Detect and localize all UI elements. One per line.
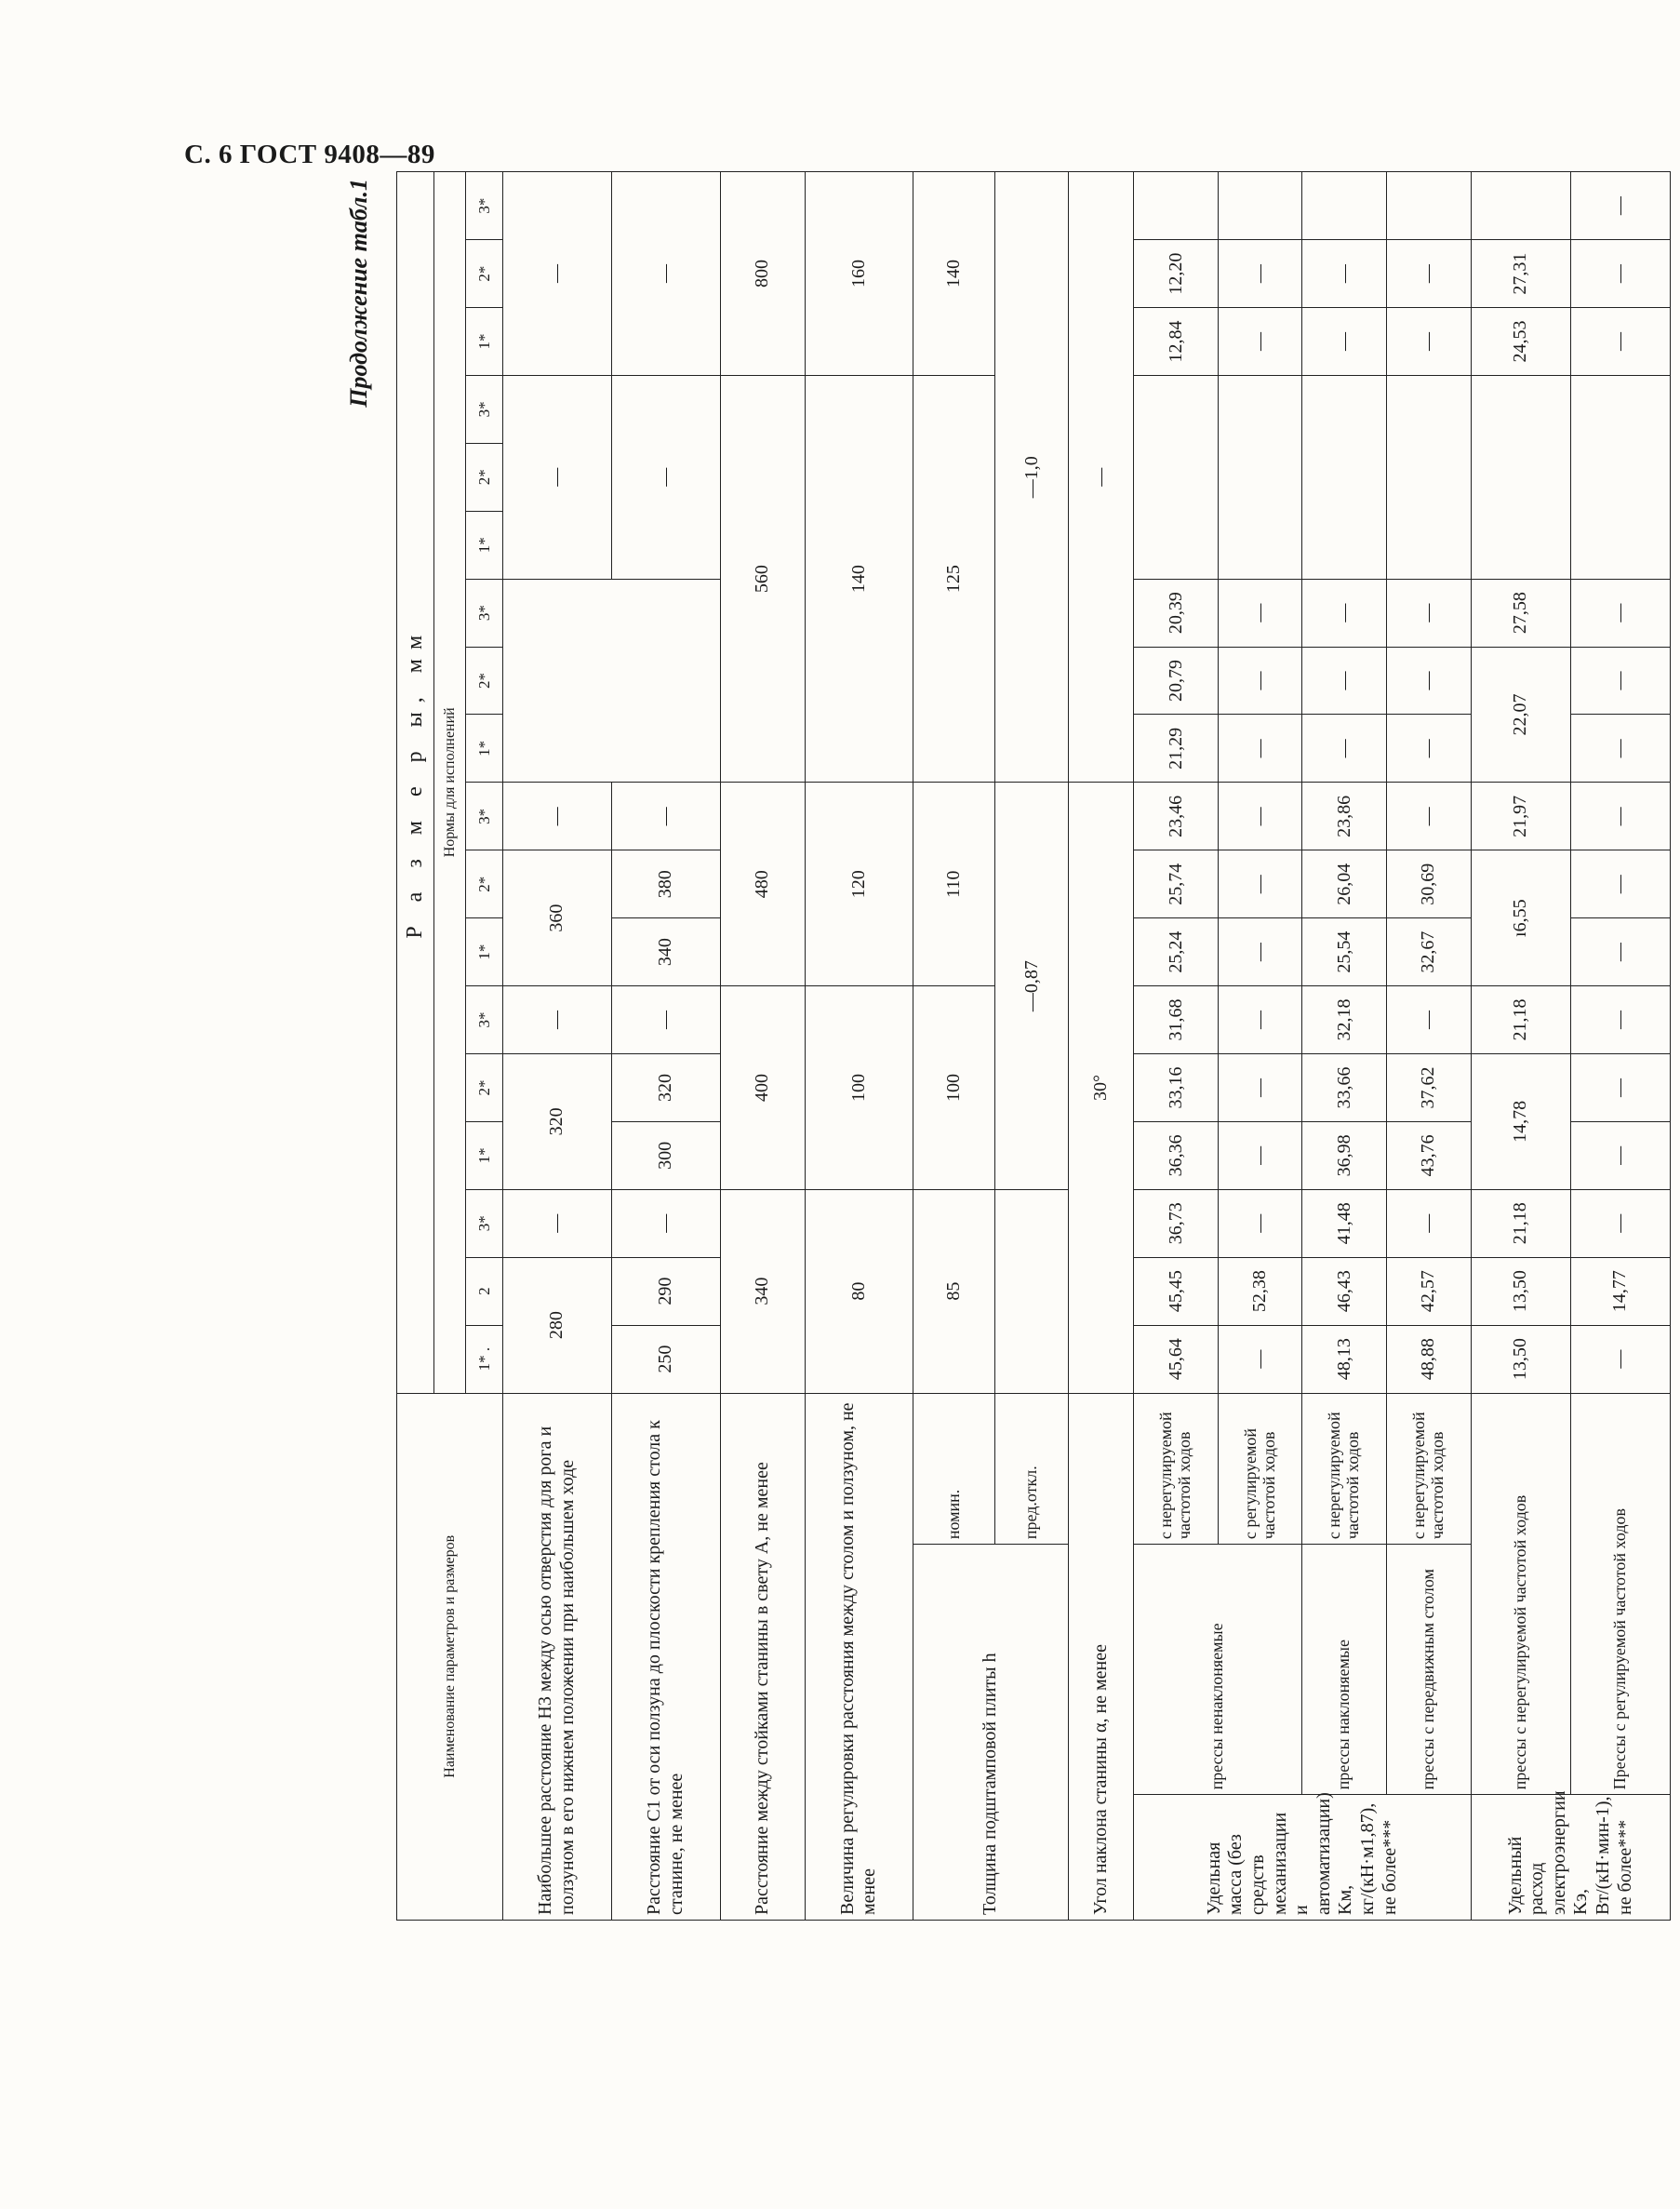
table-cell: 800 xyxy=(720,172,805,376)
row-label: Угол наклона станины α, не менее xyxy=(1069,1393,1134,1920)
table-cell: — xyxy=(1302,579,1387,647)
table-row xyxy=(913,172,995,1921)
table-cell: 80 xyxy=(805,1189,913,1393)
parameters-table xyxy=(396,171,1671,1921)
table-cell: 125 xyxy=(913,375,995,782)
exec-header: 1* xyxy=(466,511,503,579)
table-cell: 42,57 xyxy=(1387,1257,1472,1325)
table-cell: — xyxy=(1570,1189,1670,1257)
row-sublabel: номин. xyxy=(913,1393,995,1545)
row-sublabel: с нерегулируемой частотой ходов xyxy=(1387,1393,1472,1545)
table-cell: 400 xyxy=(720,986,805,1190)
table-cell: — xyxy=(611,783,720,850)
table-cell: ı6,55 xyxy=(1471,850,1570,986)
table-cell: — xyxy=(503,1189,612,1257)
table-cell: 36,98 xyxy=(1302,1121,1387,1189)
table-row xyxy=(503,172,612,1921)
row-sublabel: с нерегулируемой частотой ходов xyxy=(1134,1393,1219,1545)
table-cell: 33,66 xyxy=(1302,1053,1387,1121)
table-cell: 140 xyxy=(913,172,995,376)
row-group-label: прессы наклоняемые xyxy=(1302,1545,1387,1795)
table-cell: 48,88 xyxy=(1387,1325,1472,1393)
table-cell: — xyxy=(1570,172,1670,240)
norms-header: Нормы для исполнений xyxy=(434,172,466,1394)
table-cell: 20,79 xyxy=(1134,647,1219,715)
table-cell: 33,16 xyxy=(1134,1053,1219,1121)
table-cell: 25,74 xyxy=(1134,850,1219,918)
table-cell: 24,53 xyxy=(1471,308,1570,376)
table-cell: — xyxy=(1218,918,1302,986)
table-cell: 25,24 xyxy=(1134,918,1219,986)
exec-header: 1* xyxy=(466,308,503,376)
table-cell: 320 xyxy=(611,1053,720,1121)
exec-header: 2* xyxy=(466,240,503,308)
table-cell: 52,38 xyxy=(1218,1257,1302,1325)
table-cell: 14,78 xyxy=(1471,1053,1570,1189)
table-row xyxy=(805,172,913,1921)
exec-header: 1* xyxy=(466,715,503,783)
table-cell: 13,50 xyxy=(1471,1257,1570,1325)
exec-header: 2* xyxy=(466,443,503,511)
table-cell-empty xyxy=(1218,172,1302,240)
table-cell: 100 xyxy=(805,986,913,1190)
table-cell: — xyxy=(1387,308,1472,376)
table-cell: 360 xyxy=(503,850,612,986)
table-cell: 37,62 xyxy=(1387,1053,1472,1121)
table-cell: — xyxy=(1218,783,1302,850)
exec-header: 1* xyxy=(466,1121,503,1189)
row-sublabel: с нерегулируемой частотой ходов xyxy=(1302,1393,1387,1545)
table-cell: 21,18 xyxy=(1471,1189,1570,1257)
row-label: Удельная масса (без средств механизации и автоматизации) Kм, кг/(кН·м1,87), не более*** xyxy=(1134,1795,1472,1921)
row-sublabel: с регулируемой частотой ходов xyxy=(1218,1393,1302,1545)
table-cell: — xyxy=(1218,986,1302,1054)
exec-header: 1* xyxy=(466,918,503,986)
table-row xyxy=(1471,172,1570,1921)
table-cell: 280 xyxy=(503,1257,612,1393)
table-cell: 21,97 xyxy=(1471,783,1570,850)
table-cell-empty xyxy=(1134,172,1219,240)
table-cell: — xyxy=(611,375,720,579)
table-cell-empty xyxy=(1387,172,1472,240)
table-cell: 160 xyxy=(805,172,913,376)
table-cell: — xyxy=(1570,1053,1670,1121)
table-cell-empty xyxy=(1218,375,1302,579)
table-cell: 30° xyxy=(1069,783,1134,1393)
table-cell: 22,07 xyxy=(1471,647,1570,783)
table-cell: 21,29 xyxy=(1134,715,1219,783)
table-cell: 120 xyxy=(805,783,913,986)
row-label: Толщина подштамповой плиты h xyxy=(913,1545,1069,1921)
exec-header: 2* xyxy=(466,850,503,918)
table-cell: 340 xyxy=(720,1189,805,1393)
table-cell: — xyxy=(1302,308,1387,376)
table-cell: — xyxy=(1218,1325,1302,1393)
table-cell: 110 xyxy=(913,783,995,986)
table-cell: — xyxy=(1570,1325,1670,1393)
row-group-label: прессы ненаклоняемые xyxy=(1134,1545,1302,1795)
table-cell: 46,43 xyxy=(1302,1257,1387,1325)
table-cell: — xyxy=(1570,918,1670,986)
table-cell: — xyxy=(1570,579,1670,647)
table-cell: — xyxy=(1387,647,1472,715)
table-cell: — xyxy=(1570,1121,1670,1189)
row-label: Удельный расход электроэнергии Kэ, Вт/(кН·мин-1), не более*** xyxy=(1471,1795,1670,1921)
table-cell: — xyxy=(1387,579,1472,647)
table-cell: 45,64 xyxy=(1134,1325,1219,1393)
table-cell: — xyxy=(1302,240,1387,308)
row-group-label: прессы с передвижным столом xyxy=(1387,1545,1472,1795)
exec-header: 3* xyxy=(466,172,503,240)
rotated-table-container xyxy=(331,171,1680,1921)
table-cell: 36,36 xyxy=(1134,1121,1219,1189)
table-row xyxy=(1387,172,1472,1921)
table-cell-empty xyxy=(1570,375,1670,579)
page-header: С. 6 ГОСТ 9408—89 xyxy=(184,140,435,169)
table-cell: — xyxy=(503,375,612,579)
table-cell: 27,31 xyxy=(1471,240,1570,308)
table-caption: Продолжение табл.1 xyxy=(345,179,372,408)
exec-header: 3* xyxy=(466,986,503,1054)
table-row xyxy=(1302,172,1387,1921)
table-cell: 300 xyxy=(611,1121,720,1189)
table-cell: 27,58 xyxy=(1471,579,1570,647)
table-cell: 45,45 xyxy=(1134,1257,1219,1325)
table-cell: — xyxy=(1570,240,1670,308)
table-cell: — xyxy=(1218,240,1302,308)
table-row xyxy=(720,172,805,1921)
table-cell-empty xyxy=(1471,172,1570,240)
table-cell: — xyxy=(1218,579,1302,647)
table-cell-empty xyxy=(995,1189,1069,1393)
table-cell: — xyxy=(1218,1189,1302,1257)
table-cell: 30,69 xyxy=(1387,850,1472,918)
table-cell: — xyxy=(1218,1121,1302,1189)
table-cell: — xyxy=(1387,240,1472,308)
exec-header: 2* xyxy=(466,1053,503,1121)
table-cell: 32,18 xyxy=(1302,986,1387,1054)
table-cell: — xyxy=(1570,850,1670,918)
table-cell: 100 xyxy=(913,986,995,1190)
table-cell: — xyxy=(1069,172,1134,783)
table-cell: 23,46 xyxy=(1134,783,1219,850)
table-wrapper xyxy=(331,171,1680,1921)
table-cell: 320 xyxy=(503,1053,612,1189)
table-cell: — xyxy=(1302,647,1387,715)
table-cell: — xyxy=(1387,715,1472,783)
table-cell: 380 xyxy=(611,850,720,918)
table-cell: — xyxy=(1570,986,1670,1054)
table-cell: — xyxy=(503,783,612,850)
exec-header: 2 xyxy=(466,1257,503,1325)
exec-header: 2* xyxy=(466,647,503,715)
table-cell: 31,68 xyxy=(1134,986,1219,1054)
table-cell: — xyxy=(1387,1189,1472,1257)
table-cell: 25,54 xyxy=(1302,918,1387,986)
row-sublabel: прессы с нерегулируемой частотой ходов xyxy=(1471,1393,1570,1795)
exec-header: 3* xyxy=(466,579,503,647)
table-cell: — xyxy=(1218,308,1302,376)
table-cell: — xyxy=(1387,986,1472,1054)
table-cell: 21,18 xyxy=(1471,986,1570,1054)
table-cell: 12,84 xyxy=(1134,308,1219,376)
table-cell: — xyxy=(1218,1053,1302,1121)
table-cell: 23,86 xyxy=(1302,783,1387,850)
table-cell-empty xyxy=(503,579,721,783)
table-cell: — xyxy=(611,986,720,1054)
exec-header: 3* xyxy=(466,1189,503,1257)
table-cell: — xyxy=(1570,783,1670,850)
table-cell: — xyxy=(1218,715,1302,783)
table-cell: 250 xyxy=(611,1325,720,1393)
table-cell: — xyxy=(503,986,612,1054)
table-row xyxy=(1570,172,1670,1921)
table-cell-empty xyxy=(1471,375,1570,579)
table-cell: — xyxy=(1218,647,1302,715)
table-cell: 43,76 xyxy=(1387,1121,1472,1189)
table-cell: 13,50 xyxy=(1471,1325,1570,1393)
row-label: Расстояние между стойками станины в свету A, не менее xyxy=(720,1393,805,1920)
table-cell: — xyxy=(611,172,720,376)
table-cell: — xyxy=(503,172,612,376)
table-cell: —1,0 xyxy=(995,172,1069,783)
table-cell: 32,67 xyxy=(1387,918,1472,986)
row-label: Наибольшее расстояние H3 между осью отверстия для рога и ползуном в его нижнем положении при наибольшем ходе xyxy=(503,1393,612,1920)
table-cell: —0,87 xyxy=(995,783,1069,1189)
table-cell: 12,20 xyxy=(1134,240,1219,308)
exec-header: 3* xyxy=(466,375,503,443)
table-cell-empty xyxy=(1302,375,1387,579)
table-cell: 26,04 xyxy=(1302,850,1387,918)
param-names-header: Наименование параметров и размеров xyxy=(397,1393,503,1920)
sizes-header: Р а з м е р ы, мм xyxy=(397,172,434,1394)
table-cell: — xyxy=(611,1189,720,1257)
table-cell: — xyxy=(1570,647,1670,715)
table-cell: — xyxy=(1387,783,1472,850)
row-label: Величина регулировки расстояния между столом и ползуном, не менее xyxy=(805,1393,913,1920)
exec-header: 3* xyxy=(466,783,503,850)
table-row xyxy=(1069,172,1134,1921)
table-cell-empty xyxy=(1302,172,1387,240)
table-cell: 48,13 xyxy=(1302,1325,1387,1393)
table-row xyxy=(1134,172,1219,1921)
table-cell: — xyxy=(1570,308,1670,376)
table-cell: — xyxy=(1570,715,1670,783)
table-cell: — xyxy=(1218,850,1302,918)
table-cell: 140 xyxy=(805,375,913,782)
table-cell: 290 xyxy=(611,1257,720,1325)
exec-header: 1* . xyxy=(466,1325,503,1393)
table-cell: 85 xyxy=(913,1189,995,1393)
table-cell: 36,73 xyxy=(1134,1189,1219,1257)
table-cell-empty xyxy=(1134,375,1219,579)
table-cell: 20,39 xyxy=(1134,579,1219,647)
table-cell: 560 xyxy=(720,375,805,782)
row-label: Расстояние C1 от оси ползуна до плоскости крепления стола к станине, не менее xyxy=(611,1393,720,1920)
table-cell: 480 xyxy=(720,783,805,986)
row-sublabel: пред.откл. xyxy=(995,1393,1069,1545)
table-cell: — xyxy=(1302,715,1387,783)
table-cell: 41,48 xyxy=(1302,1189,1387,1257)
table-cell-empty xyxy=(1387,375,1472,579)
table-cell: 340 xyxy=(611,918,720,986)
row-sublabel: Прессы с регулируемой частотой ходов xyxy=(1570,1393,1670,1795)
table-row xyxy=(611,172,720,1921)
table-cell: 14,77 xyxy=(1570,1257,1670,1325)
